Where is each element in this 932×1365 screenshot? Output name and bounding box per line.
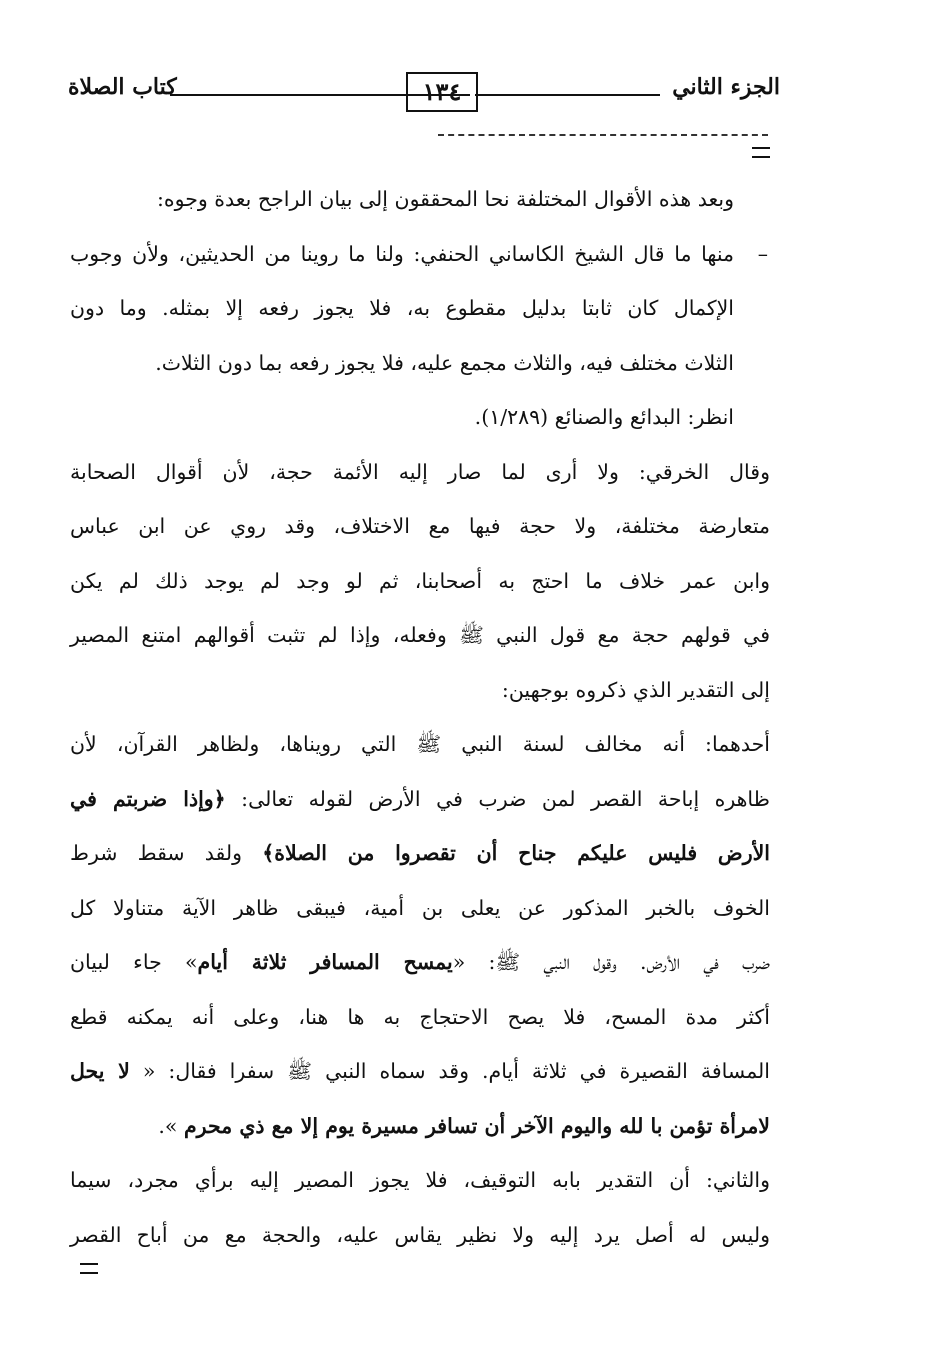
page-header <box>60 70 780 118</box>
text-line: ظاهره إباحة القصر لمن ضرب في الأرض لقوله تعالى: ﴿وإذا ضربتم في <box>70 786 770 811</box>
header-rule-left <box>170 94 470 96</box>
text-line: أكثر مدة المسح، فلا يصح الاحتجاج به ها هنا، وعلى أنه يمكنه قطع <box>70 1004 770 1029</box>
text-line: الخوف بالخبر المذكور عن يعلى بن أمية، فيبقى ظاهر الآية متناولا كل <box>70 895 770 920</box>
body-text <box>70 172 770 1262</box>
header-double-mark <box>752 147 770 158</box>
hadith-quote: لامرأة تؤمن با لله واليوم الآخر أن تسافر مسيرة يوم إلا مع ذي محرم <box>183 1113 770 1138</box>
part-title: الجزء الثاني <box>672 74 780 100</box>
text-line: المسافة القصيرة في ثلاثة أيام. وقد سماه النبي ﷺ سفرا فقال: « لا يحل <box>70 1059 770 1083</box>
text-line: في قولهم حجة مع قول النبي ﷺ وفعله، وإذا لم تثبت أقوالهم امتنع المصير <box>70 623 770 647</box>
list-dash: – <box>757 241 768 266</box>
header-dashed-rule <box>438 134 768 136</box>
text-line: وليس له أصل يرد إليه ولا نظير يقاس عليه، والحجة مع من أباح القصر <box>70 1222 770 1247</box>
text-line: وبعد هذه الأقوال المختلفة نحا المحققون إلى بيان الراجح بعدة وجوه: <box>156 187 734 211</box>
text-line: – منها ما قال الشيخ الكاساني الحنفي: ولنا ما روينا من الحديثين، ولأن وجوب <box>70 227 770 282</box>
text-line: الإكمال كان ثابتا بدليل مقطوع به، فلا يجوز رفعه إلا بمثله. وما دون <box>70 296 734 320</box>
footer-double-mark <box>80 1263 98 1274</box>
header-rule-right <box>475 94 660 96</box>
page-number: ١٣٤ <box>406 72 478 112</box>
text-line: ضرب في الأرض. وقول النبي ﷺ: «يمسح المسافر ثلاثة أيام» جاء لبيان <box>70 950 770 974</box>
text-line: وقال الخرقي: ولا أرى لما صار إليه الأئمة حجة، لأن أقوال الصحابة <box>70 459 770 484</box>
text-line: أحدهما: أنه مخالف لسنة النبي ﷺ التي رويناها، ولظاهر القرآن، لأن <box>70 732 770 756</box>
text-line: والثاني: أن التقدير بابه التوقيف، فلا يجوز المصير إليه برأي مجرد، سيما <box>70 1168 770 1192</box>
text-line: الأرض فليس عليكم جناح أن تقصروا من الصلاة﴾ ولقد سقط شرط <box>70 841 770 865</box>
quran-verse: ﴿وإذا ضربتم في <box>70 786 226 811</box>
text-line: وابن عمر خلاف ما احتج به أصحابنا، ثم لو وجد لم يوجد ذلك لم يكن <box>70 568 770 593</box>
text-line: متعارضة مختلفة، ولا حجة فيها مع الاختلاف، وقد روي عن ابن عباس <box>70 514 770 538</box>
hadith-quote: يمسح المسافر ثلاثة أيام <box>197 950 453 974</box>
quran-verse: الأرض فليس عليكم جناح أن تقصروا من الصلاة﴾ <box>262 841 770 865</box>
text-line: الثلاث مختلف فيه، والثلاث مجمع عليه، فلا يجوز رفعه بما دون الثلاث. <box>155 350 734 375</box>
hadith-quote: لا يحل <box>70 1059 130 1083</box>
text-line: انظر: البدائع والصنائع (١/٢٨٩). <box>474 405 734 429</box>
text-line: إلى التقدير الذي ذكروه بوجهين: <box>501 677 770 702</box>
book-title: كتاب الصلاة <box>68 74 177 100</box>
text-line: لامرأة تؤمن با لله واليوم الآخر أن تسافر مسيرة يوم إلا مع ذي محرم ». <box>158 1113 770 1138</box>
